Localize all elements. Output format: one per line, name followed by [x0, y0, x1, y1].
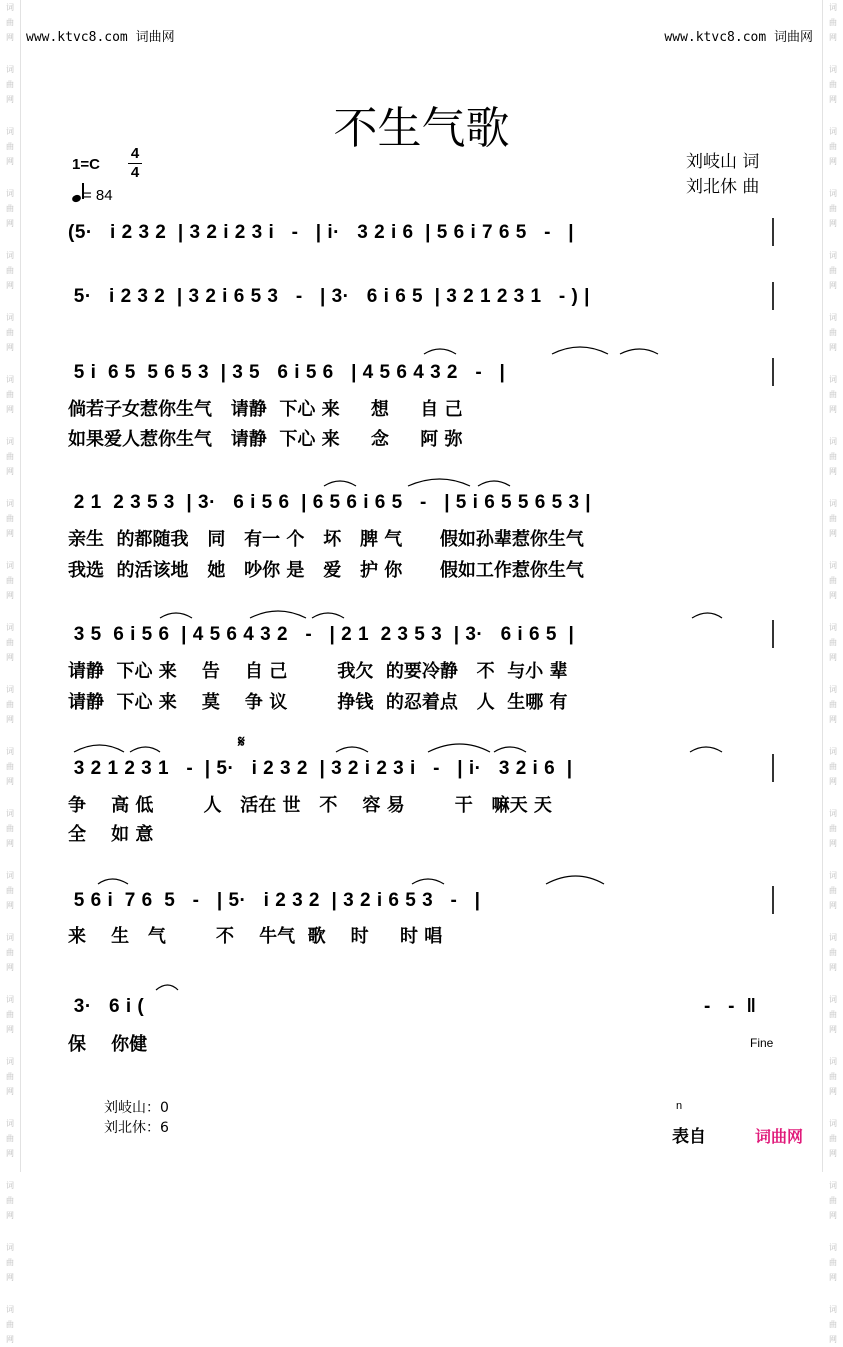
- song-title: 不生气歌: [333, 103, 510, 154]
- notes-line-7: 5 6 i 7 6 5 - | 5· i 2 3 2 | 3 2 i 6 5 3 - |: [68, 890, 481, 911]
- slur-mark: [160, 613, 192, 618]
- slur-mark: [494, 747, 526, 752]
- footer-brand-logo[interactable]: 词曲网: [755, 1127, 804, 1146]
- watermark-text: 词 曲 网: [829, 623, 837, 662]
- notes-line-4: 2 1 2 3 5 3 | 3· 6 i 5 6 | 6 5 6 i 6 5 - | 5 i 6 5 5 6 5 3 |: [68, 492, 592, 513]
- watermark-text: 词 曲 网: [6, 1243, 14, 1282]
- slur-mark: [250, 611, 306, 618]
- lyric-line-4a: 亲生 的都随我 同 有一 个 坏 脾 气 假如孙辈惹你生气: [68, 529, 584, 550]
- time-signature-top: 4: [130, 145, 140, 162]
- notes-line-3: 5 i 6 5 5 6 5 3 | 3 5 6 i 5 6 | 4 5 6 4 3 2 - |: [68, 362, 506, 383]
- watermark-text: 词 曲 网: [829, 499, 837, 538]
- watermark-text: 词 曲 网: [829, 437, 837, 476]
- watermark-text: 词 曲 网: [829, 1181, 837, 1220]
- composer-credit: 刘北休 曲: [686, 177, 760, 197]
- watermark-text: 词 曲 网: [6, 313, 14, 352]
- watermark-text: 词 曲 网: [829, 1057, 837, 1096]
- watermark-text: 词 曲 网: [6, 561, 14, 600]
- lyric-line-3a: 倘若子女惹你生气 请静 下心 来 想 自 己: [68, 399, 463, 420]
- watermark-text: 词 曲 网: [829, 933, 837, 972]
- watermark-text: 词 曲 网: [829, 65, 837, 104]
- slur-mark: [412, 879, 444, 884]
- segno-icon: 𝄋: [238, 732, 245, 751]
- lyric-line-3b: 如果爱人惹你生气 请静 下心 来 念 阿 弥: [68, 429, 463, 450]
- tempo-value: = 84: [83, 187, 113, 204]
- watermark-text: 词 曲 网: [829, 251, 837, 290]
- watermark-text: 词 曲 网: [829, 561, 837, 600]
- watermark-text: 词 曲 网: [829, 747, 837, 786]
- slur-mark: [408, 479, 470, 486]
- slur-mark: [98, 879, 128, 884]
- slur-mark: [74, 745, 124, 752]
- slur-mark: [312, 613, 344, 618]
- notes-line-8: 3· 6 i (: [68, 996, 145, 1017]
- lyric-line-6a: 争 高 低 人 活在 世 不 容 易 干 嘛天 天: [68, 795, 552, 816]
- lyricist-count: 刘岐山：0: [104, 1100, 169, 1116]
- slur-mark: [552, 347, 608, 354]
- watermark-text: 词 曲 网: [6, 747, 14, 786]
- fine-marking: Fine: [750, 1036, 774, 1050]
- watermark-text: 词 曲 网: [6, 1181, 14, 1220]
- watermark-text: 词 曲 网: [6, 623, 14, 662]
- lyric-line-6b: 全 如 意: [68, 824, 154, 845]
- watermark-text: 词 曲 网: [6, 1119, 14, 1158]
- watermark-text: 词 曲 网: [6, 809, 14, 848]
- notes-line-8-end: - - ‖: [704, 996, 757, 1017]
- time-signature-bottom: 4: [130, 164, 140, 181]
- watermark-text: 词 曲 网: [6, 65, 14, 104]
- key-signature: 1=C: [72, 156, 100, 173]
- watermark-text: 词 曲 网: [829, 1305, 837, 1344]
- slur-mark: [130, 747, 160, 752]
- slur-mark: [336, 747, 368, 752]
- watermark-text: 词 曲 网: [829, 995, 837, 1034]
- watermark-text: 词 曲 网: [829, 871, 837, 910]
- watermark-text: 词 曲 网: [6, 995, 14, 1034]
- slur-mark: [620, 349, 658, 354]
- lyric-line-5b: 请静 下心 来 莫 争 议 挣钱 的忍着点 人 生哪 有: [68, 692, 568, 713]
- lyric-line-7a: 来 生 气 不 牛气 歌 时 时 唱: [68, 926, 443, 947]
- watermark-text: 词 曲 网: [829, 189, 837, 228]
- header-site-right[interactable]: www.ktvc8.com 词曲网: [664, 30, 813, 45]
- lyric-line-8a: 保 你健: [68, 1034, 148, 1055]
- notes-line-5: 3 5 6 i 5 6 | 4 5 6 4 3 2 - | 2 1 2 3 5 3 | 3· 6 i 6 5 |: [68, 624, 575, 645]
- author-stats: [104, 1098, 169, 1138]
- header-site-left[interactable]: www.ktvc8.com 词曲网: [26, 30, 175, 45]
- watermark-text: 词 曲 网: [829, 1119, 837, 1158]
- watermark-text: 词 曲 网: [829, 3, 837, 42]
- notes-line-2: 5· i 2 3 2 | 3 2 i 6 5 3 - | 3· 6 i 6 5 | 3 2 1 2 3 1 - ) |: [68, 286, 590, 307]
- watermark-text: 词 曲 网: [6, 1305, 14, 1344]
- slur-mark: [478, 481, 510, 486]
- slur-mark: [156, 985, 178, 990]
- composer-count: 刘北休：6: [104, 1120, 169, 1136]
- slur-mark: [324, 481, 356, 486]
- watermark-text: 词 曲 网: [829, 809, 837, 848]
- watermark-text: 词 曲 网: [829, 1243, 837, 1282]
- watermark-text: 词 曲 网: [6, 3, 14, 42]
- footer-fragment-top: n: [676, 1100, 683, 1112]
- watermark-text: 词 曲 网: [829, 375, 837, 414]
- watermark-text: 词 曲 网: [6, 685, 14, 724]
- watermark-text: 词 曲 网: [6, 933, 14, 972]
- watermark-text: 词 曲 网: [829, 685, 837, 724]
- slur-mark: [692, 613, 722, 618]
- slur-mark: [546, 876, 604, 884]
- slur-mark: [690, 747, 722, 752]
- lyricist-credit: 刘岐山 词: [686, 152, 760, 172]
- slur-mark: [428, 744, 490, 752]
- lyric-line-5a: 请静 下心 来 告 自 己 我欠 的要冷静 不 与小 辈: [68, 661, 568, 682]
- watermark-text: 词 曲 网: [6, 251, 14, 290]
- watermark-text: 词 曲 网: [6, 189, 14, 228]
- watermark-text: 词 曲 网: [6, 127, 14, 166]
- watermark-text: 词 曲 网: [6, 499, 14, 538]
- watermark-text: 词 曲 网: [6, 1057, 14, 1096]
- watermark-text: 词 曲 网: [829, 313, 837, 352]
- slur-mark: [424, 349, 456, 354]
- notes-line-1: (5· i 2 3 2 | 3 2 i 2 3 i - | i· 3 2 i 6 | 5 6 i 7 6 5 - |: [68, 222, 575, 243]
- watermark-text: 词 曲 网: [829, 127, 837, 166]
- watermark-text: 词 曲 网: [6, 375, 14, 414]
- watermark-text: 词 曲 网: [6, 437, 14, 476]
- notes-line-6: 3 2 1 2 3 1 - | 5· i 2 3 2 | 3 2 i 2 3 i - | i· 3 2 i 6 |: [68, 758, 573, 779]
- footer-fragment: 表自: [672, 1127, 706, 1147]
- watermark-text: 词 曲 网: [6, 871, 14, 910]
- lyric-line-4b: 我选 的活该地 她 吵你 是 爱 护 你 假如工作惹你生气: [68, 560, 584, 581]
